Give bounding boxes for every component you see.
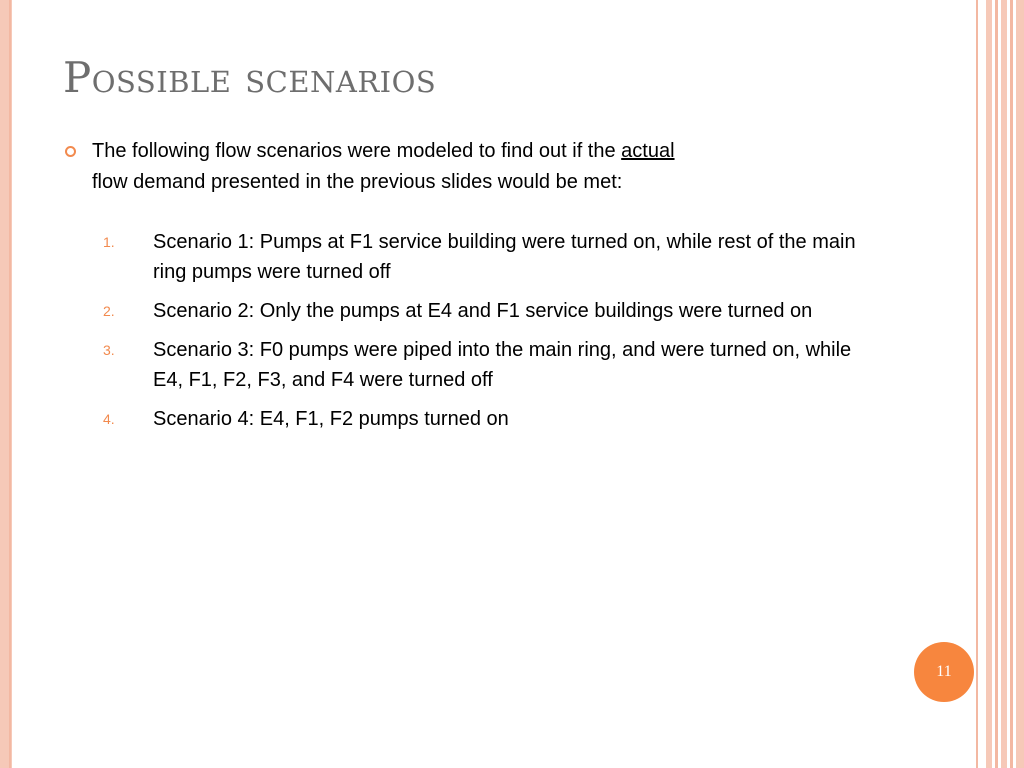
list-number: 1. [103, 234, 115, 250]
scenario-list [60, 227, 880, 434]
left-border-decoration [0, 0, 12, 768]
scenario-text: Scenario 3: F0 pumps were piped into the main ring, and were turned on, while E4, F1, F2, F3, and F4 were turned off [153, 339, 852, 391]
intro-text-before: The following flow scenarios were modeled to find out if the [92, 140, 622, 162]
slide-title: Possible scenarios [63, 53, 437, 102]
intro-bullet [60, 136, 880, 198]
list-number: 3. [103, 342, 115, 358]
list-item [60, 404, 880, 434]
scenario-text: Scenario 1: Pumps at F1 service building were turned on, while rest of the main ring pumps were turned off [153, 231, 856, 283]
list-item [60, 296, 880, 326]
ring-bullet-icon [65, 146, 76, 157]
page-number-badge: 11 [914, 642, 974, 702]
list-number: 2. [103, 303, 115, 319]
list-item [60, 227, 880, 287]
list-number: 4. [103, 411, 115, 427]
list-item [60, 335, 880, 395]
scenario-text: Scenario 4: E4, F1, F2 pumps turned on [153, 408, 509, 430]
intro-underlined-word: actual [621, 140, 675, 162]
slide-body [60, 136, 880, 443]
right-border-decoration [976, 0, 1024, 768]
intro-text-after: flow demand presented in the previous slides would be met: [92, 171, 623, 193]
scenario-text: Scenario 2: Only the pumps at E4 and F1 service buildings were turned on [153, 300, 813, 322]
